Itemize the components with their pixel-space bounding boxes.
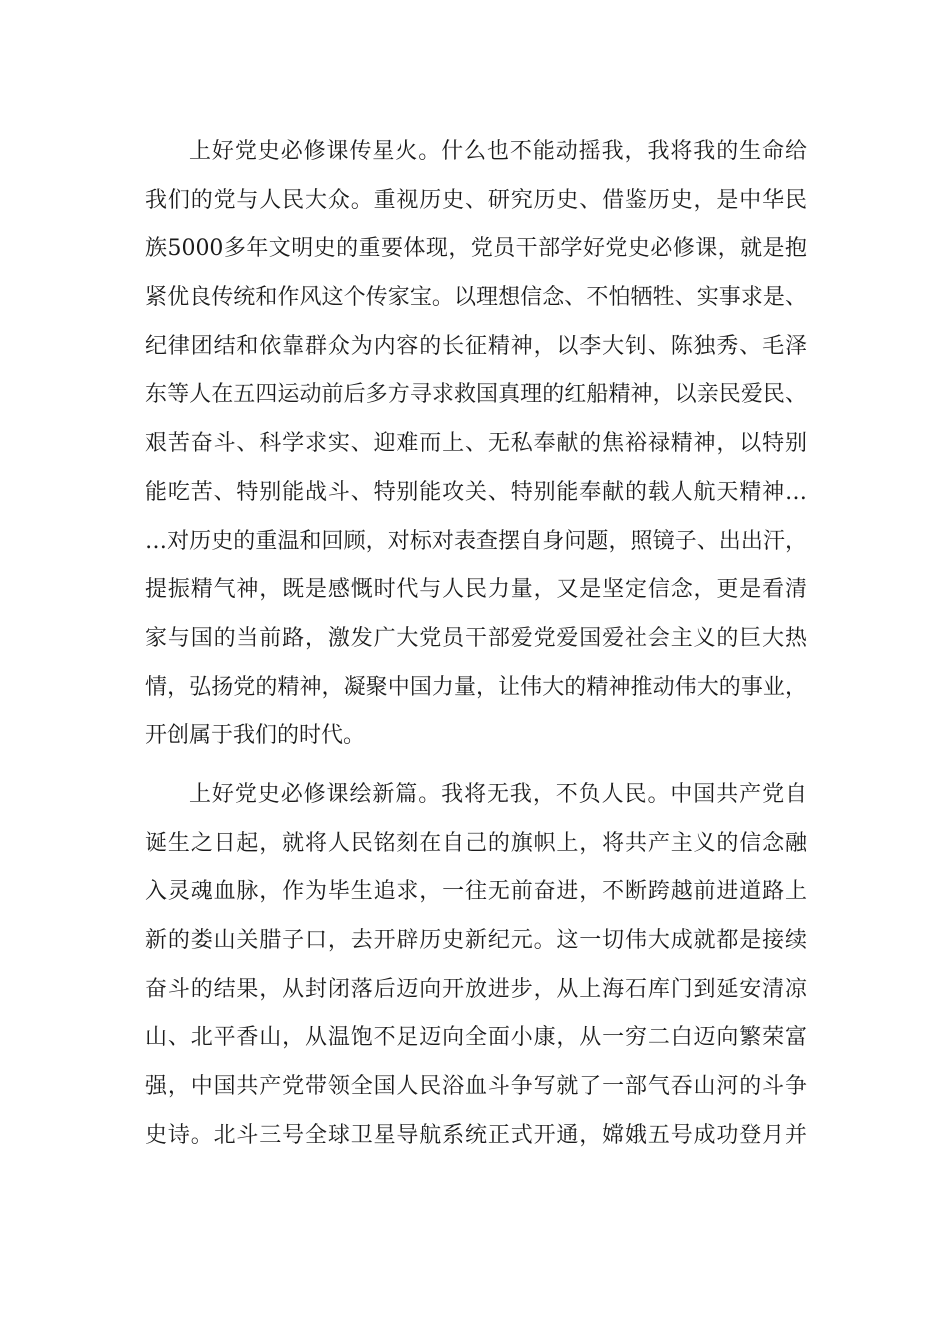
text-line: 新的娄山关腊子口，去开辟历史新纪元。这一切伟大成就都是接续 — [145, 928, 807, 953]
text-line: 东等人在五四运动前后多方寻求救国真理的红船精神，以亲民爱民、 — [145, 382, 807, 408]
text-line: 上好党史必修课绘新篇。我将无我，不负人民。中国共产党自 — [189, 781, 807, 807]
document-body — [145, 128, 807, 1160]
text-line: 强，中国共产党带领全国人民浴血斗争写就了一部气吞山河的斗争 — [145, 1074, 807, 1100]
paragraph-1 — [145, 128, 807, 761]
text-line: 奋斗的结果，从封闭落后迈向开放进步，从上海石库门到延安清凉 — [145, 976, 807, 1002]
text-line: 提振精气神，既是感慨时代与人民力量，又是坚定信念，更是看清 — [145, 577, 807, 603]
text-line: 山、北平香山，从温饱不足迈向全面小康，从一穷二白迈向繁荣富 — [145, 1025, 807, 1051]
text-line: …对历史的重温和回顾，对标对表查摆自身问题，照镜子、出出汗， — [145, 528, 807, 554]
text-line: 族5000多年文明史的重要体现，党员干部学好党史必修课，就是抱 — [145, 236, 807, 262]
text-line: 能吃苦、特别能战斗、特别能攻关、特别能奉献的载人航天精神… — [145, 479, 807, 505]
text-line: 情，弘扬党的精神，凝聚中国力量，让伟大的精神推动伟大的事业， — [145, 674, 807, 700]
text-line: 紧优良传统和作风这个传家宝。以理想信念、不怕牺牲、实事求是、 — [145, 285, 807, 311]
paragraph-2 — [145, 771, 807, 1161]
text-line: 纪律团结和依靠群众为内容的长征精神，以李大钊、陈独秀、毛泽 — [145, 333, 807, 359]
text-line: 艰苦奋斗、科学求实、迎难而上、无私奉献的焦裕禄精神，以特别 — [145, 431, 807, 457]
text-line: 史诗。北斗三号全球卫星导航系统正式开通，嫦娥五号成功登月并 — [145, 1122, 807, 1148]
text-line: 我们的党与人民大众。重视历史、研究历史、借鉴历史，是中华民 — [145, 187, 807, 213]
text-line: 上好党史必修课传星火。什么也不能动摇我，我将我的生命给 — [189, 139, 807, 164]
paragraph-spacer — [145, 761, 807, 771]
text-line: 入灵魂血脉，作为毕生追求，一往无前奋进，不断跨越前进道路上 — [145, 879, 807, 905]
text-line: 家与国的当前路，激发广大党员干部爱党爱国爱社会主义的巨大热 — [145, 625, 807, 651]
text-line: 诞生之日起，就将人民铭刻在自己的旗帜上，将共产主义的信念融 — [145, 830, 807, 856]
text-line: 开创属于我们的时代。 — [145, 723, 366, 749]
